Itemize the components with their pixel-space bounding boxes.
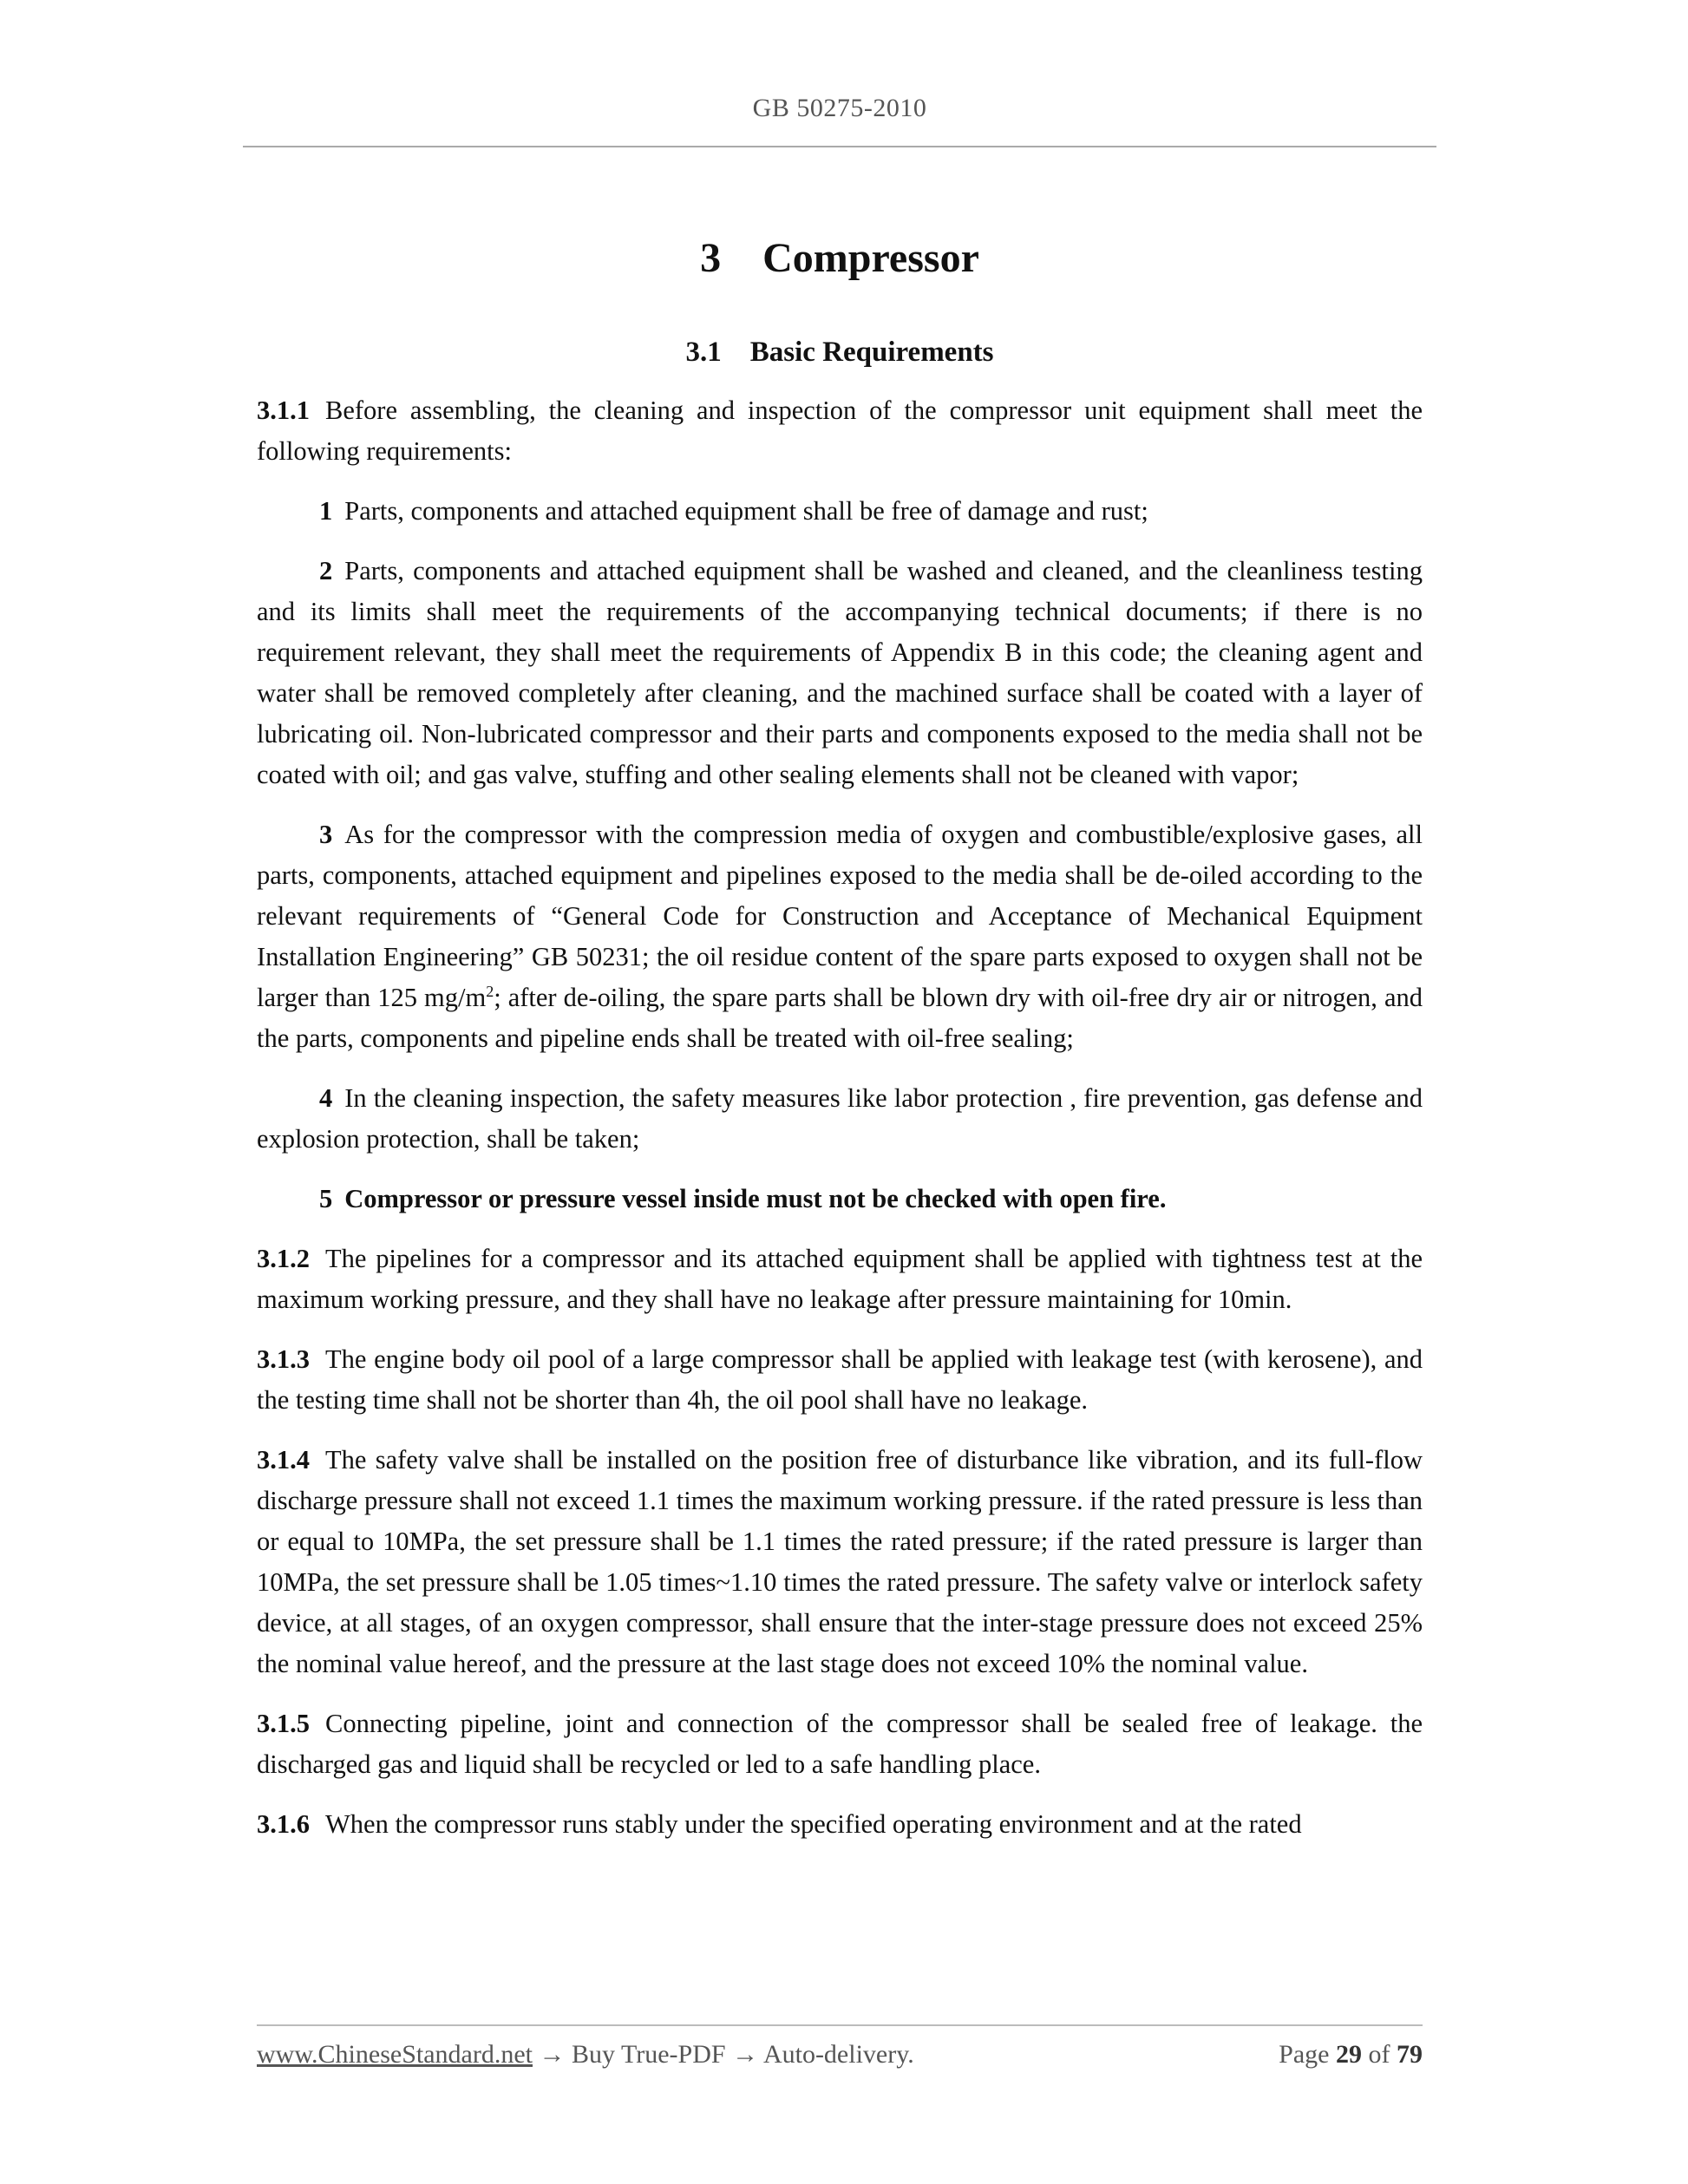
clause-3-1-2 [257,1239,1423,1320]
page-label: Page [1279,2040,1330,2069]
item-text: Parts, components and attached equipment shall be washed and cleaned, and the cleanliness testing and its limits shall meet the requirements of the accompanying technical documents; if there is no requirement relevant, they shall meet the requirements of Appendix B in this code; the cleaning agent and water shall be removed completely after cleaning, and the machined surface shall be coated with a layer of lubricating oil. Non-lubricated compressor and their parts and components exposed to the media shall not be coated with oil; and gas valve, stuffing and other sealing elements shall not be cleaned with vapor; [257,556,1423,789]
page-current: 29 [1336,2040,1362,2069]
buy-text: Buy True-PDF [572,2040,726,2069]
item-text: Compressor or pressure vessel inside must not be checked with open fire. [344,1184,1167,1213]
superscript: 2 [486,982,494,1000]
list-item-3 [257,814,1423,1059]
item-number: 5 [319,1184,333,1213]
chapter-heading [257,234,1423,282]
of-label: of [1368,2040,1390,2069]
clause-number: 3.1.2 [257,1244,310,1273]
clause-text: When the compressor runs stably under the specified operating environment and at the rated [325,1809,1302,1839]
list-item-1 [257,491,1423,532]
list-item-4 [257,1078,1423,1160]
section-title: Basic Requirements [749,337,994,368]
list-item-2 [257,551,1423,795]
clause-3-1-4 [257,1440,1423,1684]
item-text: In the cleaning inspection, the safety measures like labor protection , fire prevention, gas defense and explosion protection, shall be taken; [257,1083,1423,1154]
footer-promo [257,2040,914,2070]
running-header: GB 50275-2010 [752,94,927,122]
item-text: Parts, components and attached equipment shall be free of damage and rust; [344,496,1148,526]
chapter-title: Compressor [762,235,979,281]
clause-text: Connecting pipeline, joint and connection of the compressor shall be sealed free of leakage. the discharged gas and liquid shall be recycled or led to a safe handling place. [257,1709,1423,1779]
item-text-part-a: As for the compressor with the compression media of oxygen and combustible/explosive gases, all parts, components, attached equipment and pipelines exposed to the media shall be de-oiled according to the relevant requirements of “General Code for Construction and Acceptance of Mechanical Equipment Installation Engineering” GB 50231; the oil residue content of the spare parts exposed to oxygen shall not be larger than 125 mg/m [257,820,1423,1012]
clause-3-1-1 [257,390,1423,472]
arrow-icon: → [732,2040,759,2069]
clause-number: 3.1.5 [257,1709,310,1738]
clause-number: 3.1.3 [257,1344,310,1374]
item-number: 2 [319,556,333,585]
clause-number: 3.1.6 [257,1809,310,1839]
header-divider [243,146,1436,147]
clause-text: Before assembling, the cleaning and inspection of the compressor unit equipment shall meet the following requirements: [257,396,1423,466]
section-heading [257,337,1423,369]
item-number: 1 [319,496,333,526]
site-link[interactable]: www.ChineseStandard.net [257,2040,533,2069]
page-number [1279,2040,1423,2070]
item-number: 4 [319,1083,333,1113]
item-text-part-b: ; after de-oiling, the spare parts shall be blown dry with oil-free dry air or nitrogen, and the parts, components and pipeline ends shall be treated with oil-free sealing; [257,983,1423,1053]
chapter-number: 3 [700,235,722,281]
section-number: 3.1 [685,337,722,368]
clause-text: The pipelines for a compressor and its attached equipment shall be applied with tightness test at the maximum working pressure, and they shall have no leakage after pressure maintaining for 10min. [257,1244,1423,1314]
clause-3-1-5 [257,1703,1423,1785]
footer-divider [257,2024,1423,2026]
page-total: 79 [1397,2040,1423,2069]
clause-number: 3.1.1 [257,396,310,425]
clause-number: 3.1.4 [257,1445,310,1475]
body-text [257,390,1423,1864]
clause-3-1-6 [257,1804,1423,1845]
list-item-5 [257,1179,1423,1220]
clause-text: The safety valve shall be installed on the position free of disturbance like vibration, and its full-flow discharge pressure shall not exceed 1.1 times the maximum working pressure. if the rated pressure is less than or equal to 10MPa, the set pressure shall be 1.1 times the rated pressure; if the rated pressure is larger than 10MPa, the set pressure shall be 1.05 times~1.10 times the rated pressure. The safety valve or interlock safety device, at all stages, of an oxygen compressor, shall ensure that the inter-stage pressure does not exceed 25% the nominal value hereof, and the pressure at the last stage does not exceed 10% the nominal value. [257,1445,1423,1678]
arrow-icon: → [539,2040,566,2069]
clause-3-1-3 [257,1339,1423,1421]
item-number: 3 [319,820,333,849]
delivery-text: Auto-delivery. [762,2040,914,2069]
clause-text: The engine body oil pool of a large compressor shall be applied with leakage test (with kerosene), and the testing time shall not be shorter than 4h, the oil pool shall have no leakage. [257,1344,1423,1415]
